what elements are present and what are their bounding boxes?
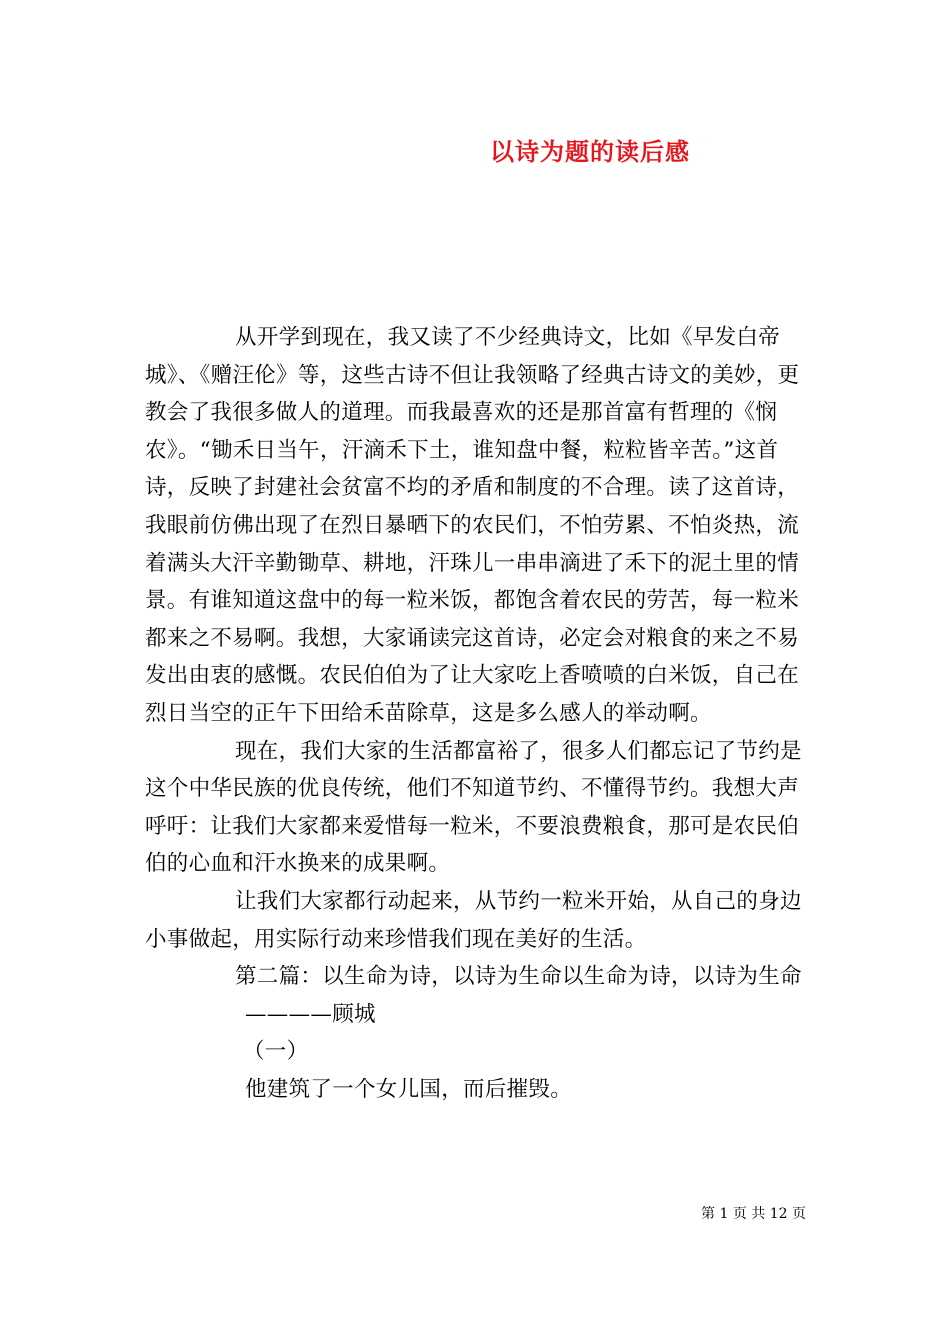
paragraph-2: 现在，我们大家的生活都富裕了，很多人们都忘记了节约是这个中华民族的优良传统，他们不知道节约、不懂得节约。我想大声呼吁：让我们大家都来爱惜每一粒米，不要浪费粮食，那可是农民伯伯的心血和汗水换来的成果啊。 (145, 738, 802, 877)
page-footer: 第 1 页 共 12 页 (701, 1206, 806, 1222)
paragraph-4: 第二篇：以生命为诗，以诗为生命以生命为诗，以诗为生命 (235, 964, 802, 990)
last-line: 他建筑了一个女儿国，而后摧毁。 (245, 1076, 573, 1102)
document-body (145, 319, 815, 1108)
document-title: 以诗为题的读后感 (490, 137, 690, 166)
paragraph-1: 从开学到现在，我又读了不少经典诗文，比如《早发白帝城》、《赠汪伦》等，这些古诗不但让我领略了经典古诗文的美妙，更教会了我很多做人的道理。而我最喜欢的还是那首富有哲理的《悯农》。“锄禾日当午，汗滴禾下土，谁知盘中餐，粒粒皆辛苦。”这首诗，反映了封建社会贫富不均的矛盾和制度的不合理。读了这首诗，我眼前仿佛出现了在烈日暴晒下的农民们，不怕劳累、不怕炎热，流着满头大汗辛勤锄草、耕地，汗珠儿一串串滴进了禾下的泥土里的情景。有谁知道这盘中的每一粒米饭，都饱含着农民的劳苦，每一粒米都来之不易啊。我想，大家诵读完这首诗，必定会对粮食的来之不易发出由衷的感慨。农民伯伯为了让大家吃上香喷喷的白米饭，自己在烈日当空的正午下田给禾苗除草，这是多么感人的举动啊。 (145, 325, 800, 726)
paragraph-3: 让我们大家都行动起来，从节约一粒米开始，从自己的身边小事做起，用实际行动来珍惜我们现在美好的生活。 (145, 888, 802, 952)
author-line: ————顾城 (245, 1001, 376, 1027)
section-marker: （一） (243, 1039, 309, 1065)
